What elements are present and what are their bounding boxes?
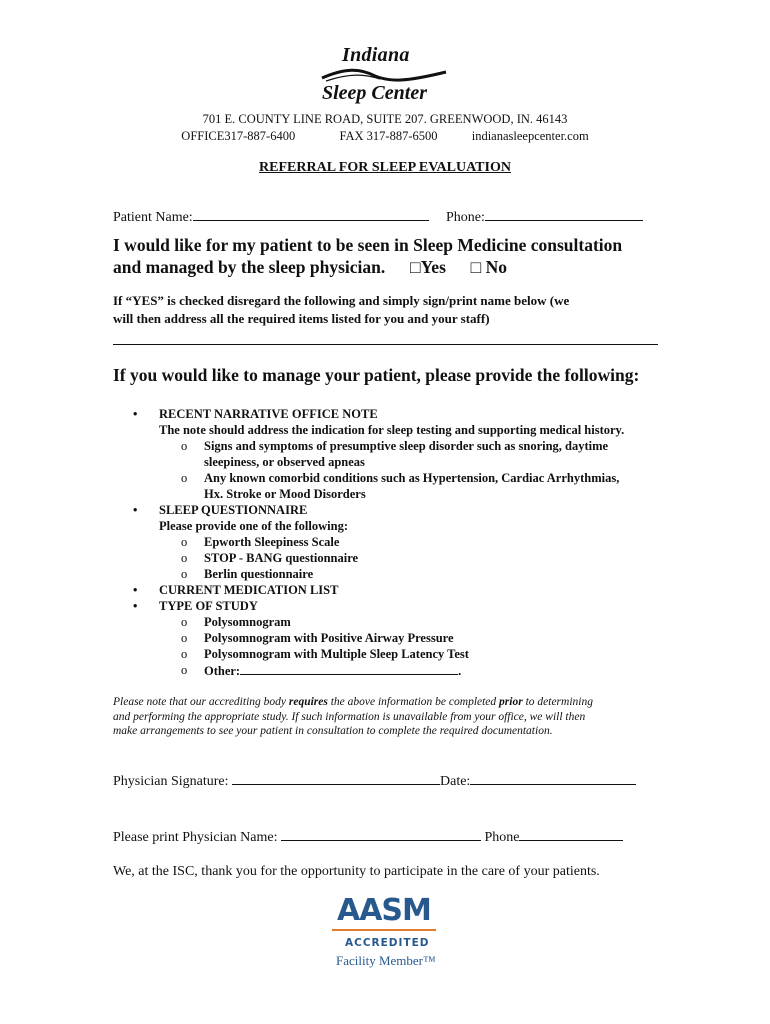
note-item-2: Any known comorbid conditions such as Hypertension, Cardiac Arrhythmias,	[204, 471, 620, 485]
date-field[interactable]	[470, 772, 636, 785]
manage-heading: If you would like to manage your patient, please provide the following:	[113, 365, 640, 385]
list-item	[113, 470, 673, 486]
disclaimer-line-3: make arrangements to see your patient in consultation to complete the required documentation.	[113, 725, 553, 737]
list-item	[113, 406, 673, 422]
aasm-facility-member: Facility Member™	[336, 953, 436, 968]
list-item	[113, 454, 673, 470]
logo-text-indiana: Indiana	[342, 44, 410, 66]
accreditation-disclaimer	[113, 695, 658, 739]
bullet: •	[133, 599, 138, 613]
clinic-contact	[0, 129, 770, 144]
signature-row	[113, 772, 636, 790]
patient-name-field[interactable]	[193, 208, 429, 221]
signature-label: Physician Signature:	[113, 774, 229, 789]
questionnaire-title: SLEEP QUESTIONNAIRE	[159, 503, 308, 517]
aasm-logo-text: AASM	[337, 893, 431, 928]
list-item	[113, 662, 673, 678]
list-item	[113, 614, 673, 630]
patient-info-row	[113, 208, 429, 226]
sub-bullet: o	[181, 663, 188, 677]
note-description: The note should address the indication for sleep testing and supporting medical history.	[159, 423, 625, 437]
study-psg-pap: Polysomnogram with Positive Airway Pressure	[204, 631, 454, 645]
physician-phone-field[interactable]	[519, 828, 623, 841]
phone-label: Phone:	[446, 210, 485, 225]
aasm-accredited: ACCREDITED	[345, 937, 430, 949]
consultation-line-2: and managed by the sleep physician.	[113, 257, 386, 277]
study-other-row: Other: .	[204, 664, 462, 678]
sub-bullet: o	[181, 567, 188, 581]
print-name-row	[113, 828, 623, 846]
disclaimer-line-2: and performing the appropriate study. If such information is unavailable from your office, we will then	[113, 710, 586, 723]
sub-bullet: o	[181, 535, 188, 549]
sub-bullet: o	[181, 471, 188, 485]
form-title: REFERRAL FOR SLEEP EVALUATION	[259, 160, 511, 175]
office-phone: OFFICE317-887-6400	[181, 129, 296, 143]
note-title: RECENT NARRATIVE OFFICE NOTE	[159, 407, 378, 421]
patient-name-label: Patient Name:	[113, 210, 193, 225]
list-item	[113, 598, 673, 614]
disclaimer-text: Please note that our accrediting body	[113, 696, 289, 708]
patient-phone-field[interactable]	[485, 208, 643, 221]
list-item	[113, 630, 673, 646]
consultation-line-1: I would like for my patient to be seen in Sleep Medicine consultation	[113, 235, 623, 255]
print-name-field[interactable]	[281, 828, 481, 841]
list-item	[113, 646, 673, 662]
study-psg: Polysomnogram	[204, 615, 291, 629]
sub-bullet: o	[181, 615, 188, 629]
study-other-field[interactable]	[240, 662, 458, 675]
thank-you-note: We, at the ISC, thank you for the opportunity to participate in the care of your patients.	[113, 864, 600, 879]
list-item	[113, 534, 673, 550]
no-checkbox[interactable]: □ No	[470, 257, 507, 277]
bullet: •	[133, 503, 138, 517]
questionnaire-epworth: Epworth Sleepiness Scale	[204, 535, 340, 549]
list-item	[113, 518, 673, 534]
sub-bullet: o	[181, 631, 188, 645]
study-psg-mslt: Polysomnogram with Multiple Sleep Latency Test	[204, 647, 469, 661]
clinic-address: 701 E. COUNTY LINE ROAD, SUITE 207. GREENWOOD, IN. 46143	[202, 112, 568, 126]
divider-line	[113, 344, 658, 345]
list-item	[113, 582, 673, 598]
requirements-list	[113, 406, 673, 678]
list-item	[113, 486, 673, 502]
yes-checkbox[interactable]: □Yes	[410, 257, 446, 277]
patient-phone-row	[446, 208, 643, 226]
sub-bullet: o	[181, 439, 188, 453]
sub-bullet: o	[181, 551, 188, 565]
questionnaire-description: Please provide one of the following:	[159, 519, 348, 533]
bullet: •	[133, 407, 138, 421]
list-item	[113, 566, 673, 582]
note-item-2-cont: Hx. Stroke or Mood Disorders	[204, 487, 366, 501]
consultation-question	[113, 234, 673, 278]
questionnaire-stop-bang: STOP - BANG questionnaire	[204, 551, 359, 565]
aasm-divider	[332, 929, 436, 931]
list-item	[113, 550, 673, 566]
aasm-accreditation-badge	[332, 893, 442, 977]
disclaimer-text: the above information be completed	[327, 696, 500, 708]
disclaimer-requires: requires	[288, 696, 328, 708]
yes-instruction-line-1: If “YES” is checked disregard the following and simply sign/print name below (we	[113, 293, 570, 308]
bullet: •	[133, 583, 138, 597]
questionnaire-berlin: Berlin questionnaire	[204, 567, 314, 581]
signature-field[interactable]	[232, 772, 440, 785]
fax-number: FAX 317-887-6500	[339, 129, 438, 143]
study-type-title: TYPE OF STUDY	[159, 599, 258, 613]
physician-phone-label: Phone	[484, 830, 520, 845]
medication-list-title: CURRENT MEDICATION LIST	[159, 583, 339, 597]
note-item-1: Signs and symptoms of presumptive sleep disorder such as snoring, daytime	[204, 439, 609, 453]
yes-instruction-line-2: will then address all the required items listed for you and your staff)	[113, 311, 490, 326]
indiana-sleep-center-logo	[320, 44, 450, 110]
list-item	[113, 438, 673, 454]
study-other-label: Other:	[204, 664, 241, 678]
list-item	[113, 422, 673, 438]
print-name-label: Please print Physician Name:	[113, 830, 278, 845]
note-item-1-cont: sleepiness, or observed apneas	[204, 455, 365, 469]
yes-instruction	[113, 292, 673, 328]
date-label: Date:	[440, 774, 471, 789]
disclaimer-text: to determining	[522, 696, 593, 708]
logo-text-sleep-center: Sleep Center	[322, 82, 427, 104]
disclaimer-prior: prior	[499, 696, 523, 708]
list-item	[113, 502, 673, 518]
sub-bullet: o	[181, 647, 188, 661]
website-link[interactable]: indianasleepcenter.com	[471, 129, 589, 143]
